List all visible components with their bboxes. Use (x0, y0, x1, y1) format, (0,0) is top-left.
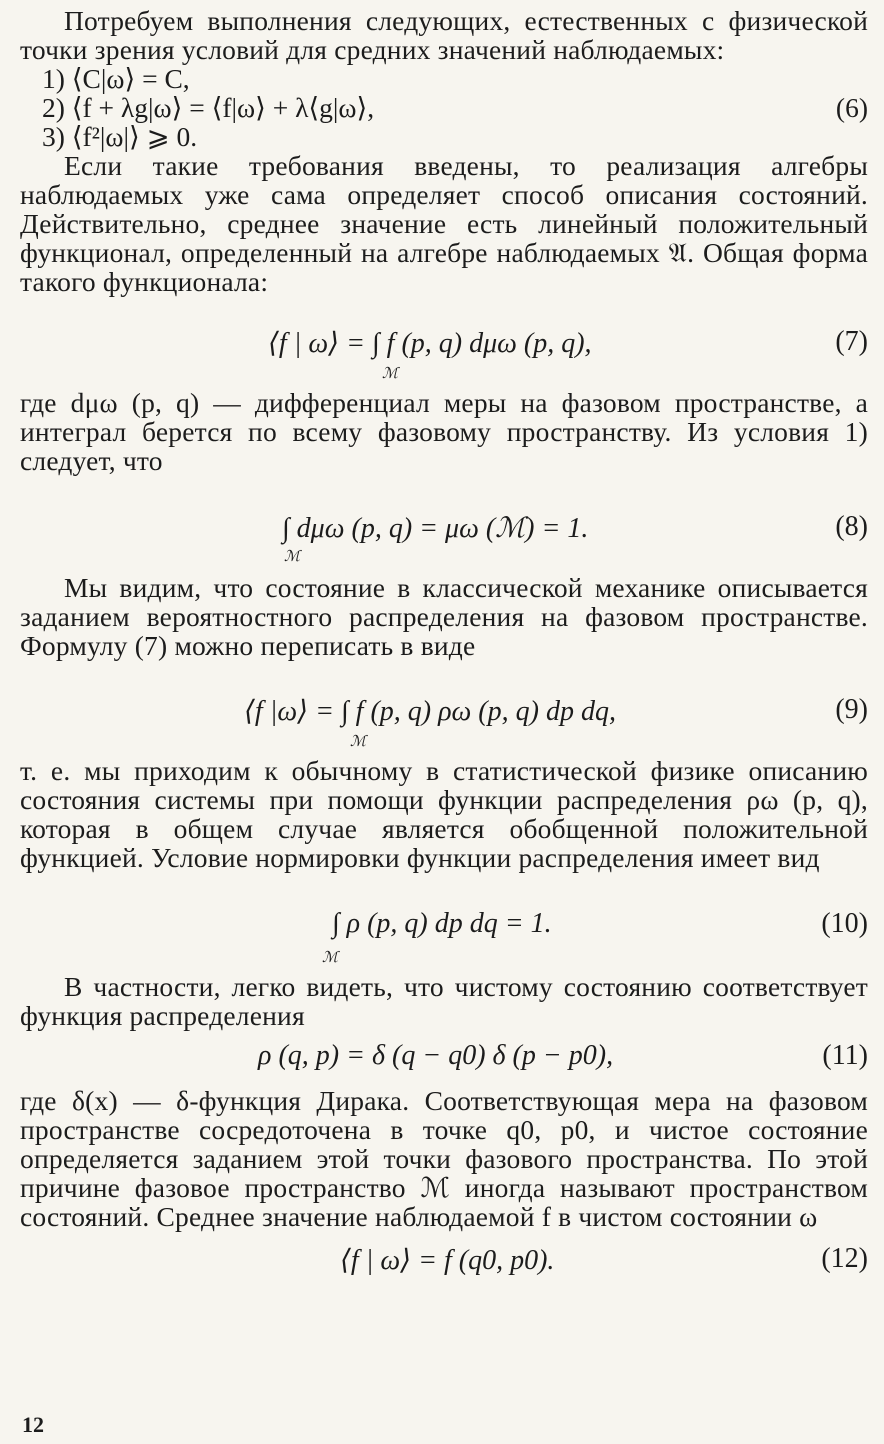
equation-9-body: ⟨f |ω⟩ = ∫ f (p, q) ρω (p, q) dp dq, (244, 696, 616, 727)
equation-number-7: (7) (835, 326, 868, 357)
intro-paragraph: Потребуем выполнения следующих, естественных с физической точки зрения условий для средних значений наблюдаемых: (20, 5, 868, 65)
condition-1: 1) ⟨C|ω⟩ = C, (42, 63, 190, 94)
paragraph-3: Мы видим, что состояние в классической механике описывается заданием вероятностного распределения на фазовом пространстве. Формулу (7) можно переписать в виде (20, 572, 868, 661)
equation-12-body: ⟨f | ω⟩ = f (q0, p0). (340, 1245, 555, 1276)
equation-7-domain: ℳ (382, 366, 399, 382)
equation-7-body: ⟨f | ω⟩ = ∫ f (p, q) dμω (p, q), (268, 328, 592, 359)
equation-9-domain: ℳ (350, 734, 367, 750)
equation-number-6: (6) (835, 92, 868, 123)
page-content (20, 6, 868, 1287)
equation-12 (20, 1231, 868, 1287)
paragraph-6: где δ(x) — δ-функция Дирака. Соответствующая мера на фазовом пространстве сосредоточена в точке q0, p0, и чистое состояние определяется заданием этой точки фазового пространства. По этой причине фазовое пространство ℳ иногда называют пространством состояний. Среднее значение наблюдаемой f в чистом состоянии ω (20, 1085, 868, 1232)
conditions-block (20, 64, 868, 151)
equation-number-9: (9) (835, 694, 868, 725)
equation-11-body: ρ (q, p) = δ (q − q0) δ (p − p0), (258, 1040, 614, 1071)
equation-11 (20, 1030, 868, 1086)
equation-number-12: (12) (821, 1243, 868, 1274)
equation-7 (20, 296, 868, 388)
equation-8 (20, 475, 868, 567)
page-number: 12 (22, 1412, 44, 1437)
equation-10-body: ∫ ρ (p, q) dp dq = 1. (332, 908, 552, 939)
equation-10-domain: ℳ (322, 950, 339, 966)
equation-number-11: (11) (822, 1040, 868, 1071)
condition-3: 3) ⟨f²|ω|⟩ ⩾ 0. (42, 121, 198, 152)
equation-8-domain: ℳ (284, 549, 301, 565)
paragraph-1: Если такие требования введены, то реализация алгебры наблюдаемых уже сама определяет способ описания состояний. Действительно, среднее значение есть линейный положительный функционал, определенный на алгебре наблюдаемых 𝔄. Общая форма такого функционала: (20, 150, 868, 297)
equation-9 (20, 660, 868, 756)
equation-number-8: (8) (835, 511, 868, 542)
equation-8-body: ∫ dμω (p, q) = μω (ℳ) = 1. (282, 513, 589, 544)
condition-2: 2) ⟨f + λg|ω⟩ = ⟨f|ω⟩ + λ⟨g|ω⟩, (42, 92, 375, 123)
paragraph-4: т. е. мы приходим к обычному в статистической физике описанию состояния системы при помощи функции распределения ρω (p, q), которая в общем случае является обобщенной положительной функцией. Условие нормировки функции распределения имеет вид (20, 755, 868, 873)
equation-number-10: (10) (821, 908, 868, 939)
paragraph-5: В частности, легко видеть, что чистому состоянию соответствует функция распределения (20, 971, 868, 1031)
paragraph-2: где dμω (p, q) — дифференциал меры на фазовом пространстве, а интеграл берется по всему фазовому пространству. Из условия 1) следует, что (20, 387, 868, 476)
equation-10 (20, 872, 868, 972)
